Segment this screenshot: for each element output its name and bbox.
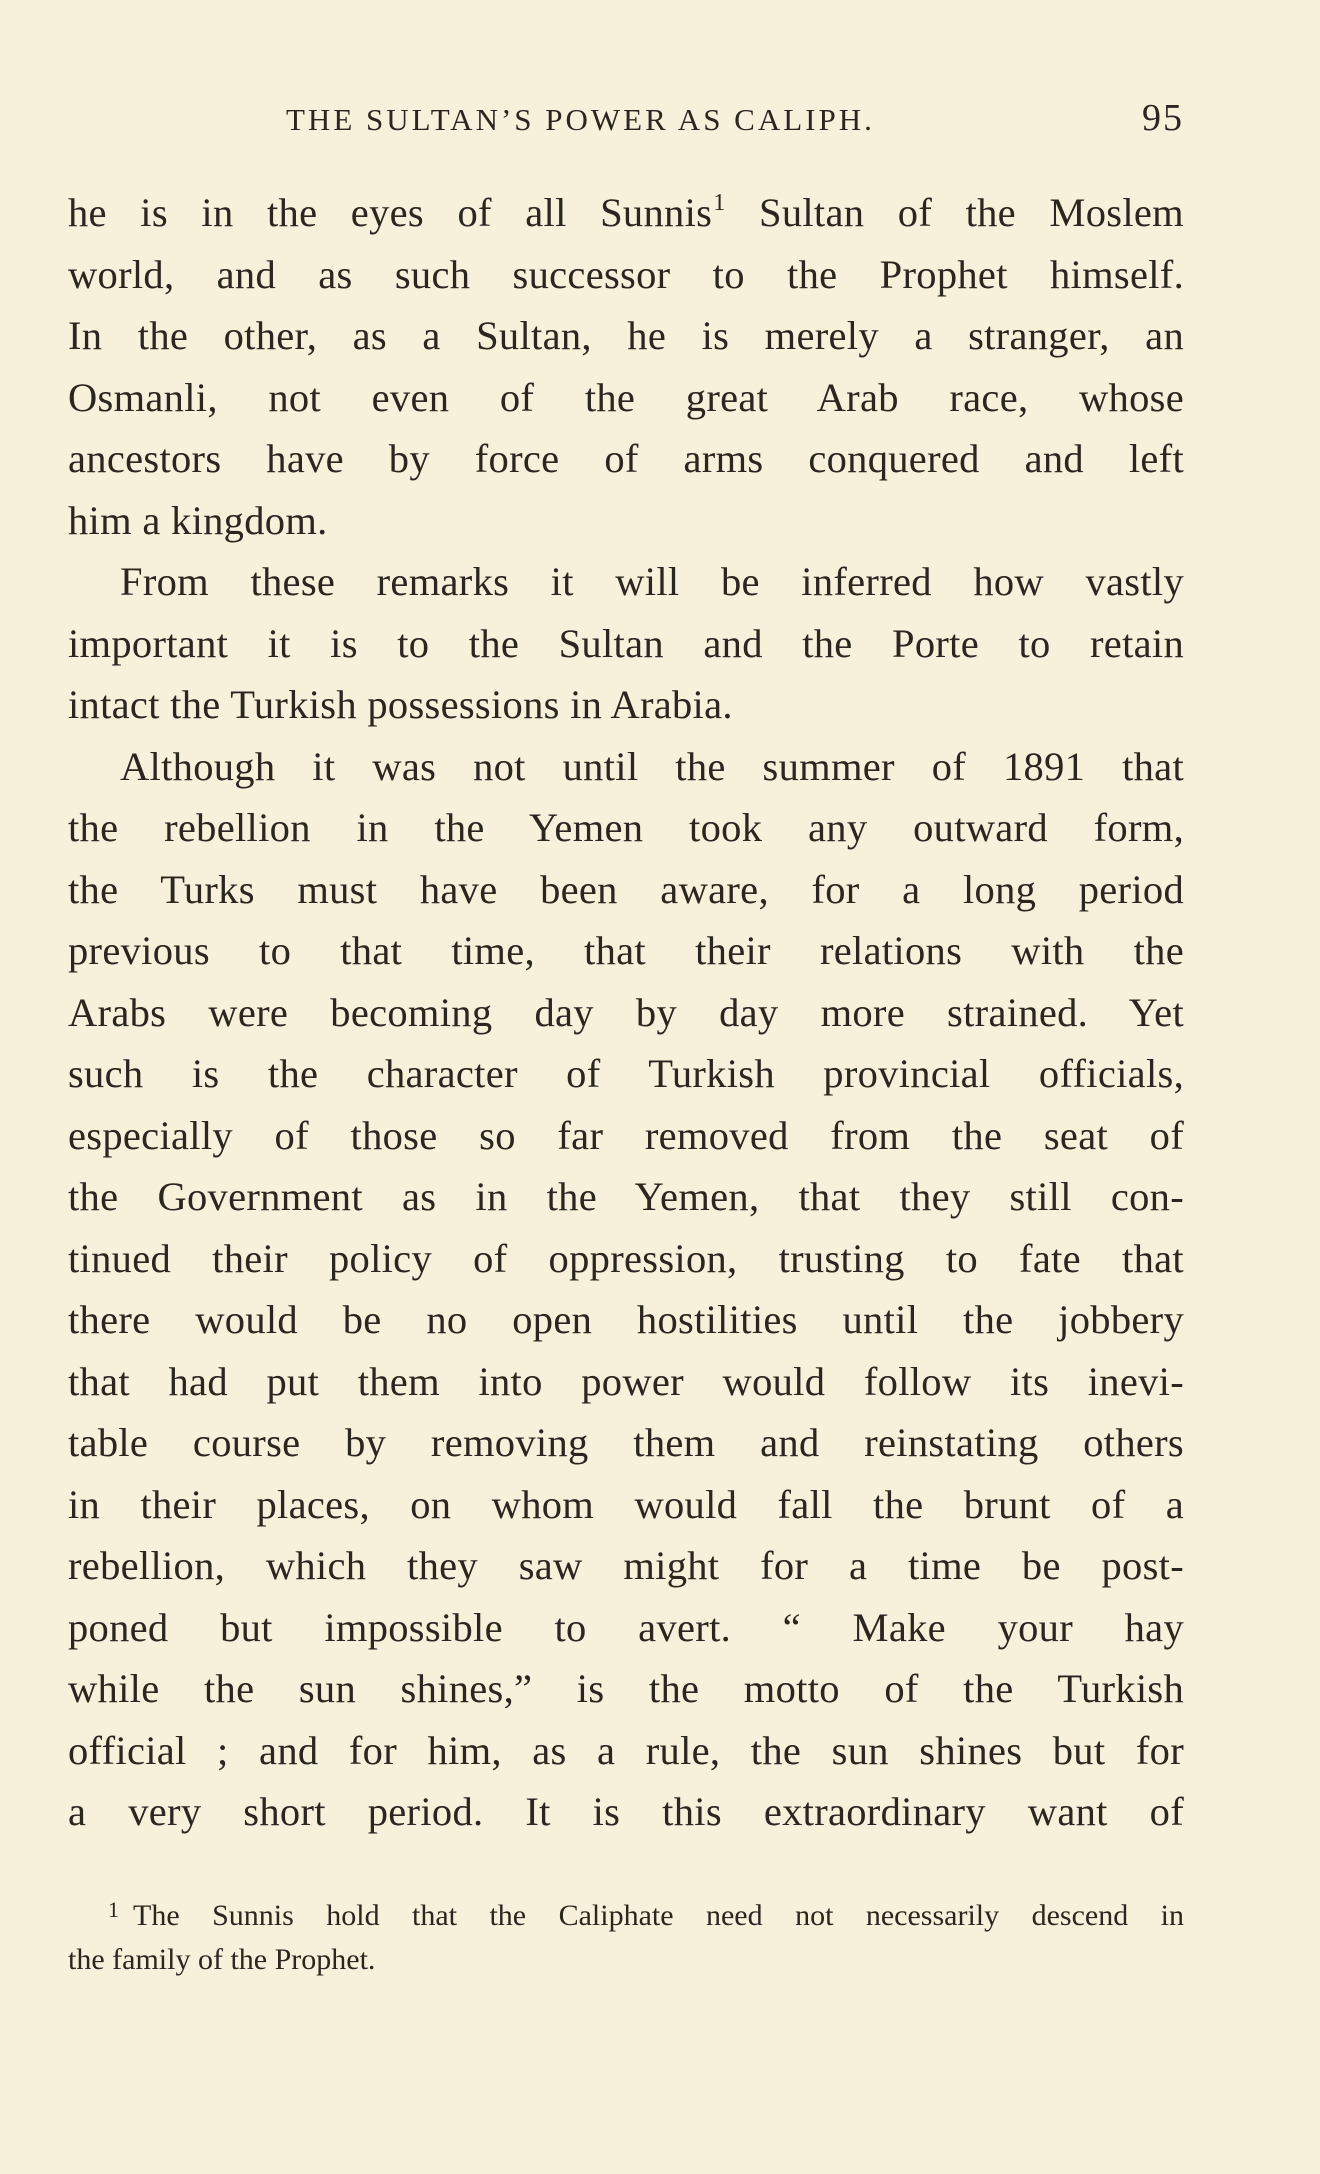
footnote-reference: 1 — [713, 190, 726, 216]
running-title: THE SULTAN’S POWER AS CALIPH. — [286, 102, 875, 137]
text-line: world, and as such successor to the Prophet himself. — [68, 251, 1184, 297]
text-line: From these remarks it will be inferred how vastly — [120, 559, 1184, 604]
text-line: while the sun shines,” is the motto of the Turkish — [68, 1666, 1184, 1711]
text-line: important it is to the Sultan and the Porte to retain — [68, 620, 1184, 666]
footnote-mark: 1 — [108, 1897, 119, 1922]
text-line: official ; and for him, as a rule, the sun shines but for — [68, 1727, 1184, 1773]
text-line: ancestors have by force of arms conquered and left — [68, 436, 1184, 481]
text-line: tinued their policy of oppression, trusting to fate that — [68, 1235, 1184, 1281]
text-line: Arabs were becoming day by day more strained. Yet — [68, 989, 1184, 1035]
text-line: the Turks must have been aware, for a long period — [68, 866, 1184, 912]
paragraph-1 — [68, 182, 1184, 551]
body-text — [68, 182, 1184, 1843]
text-line: in their places, on whom would fall the brunt of a — [68, 1481, 1184, 1527]
page-number: 95 — [1142, 97, 1184, 139]
paragraph-3 — [68, 736, 1184, 1843]
running-head — [68, 96, 1184, 152]
footnote-line: the family of the Prophet. — [68, 1943, 376, 1976]
text-line: him a kingdom. — [68, 497, 328, 543]
text-line: rebellion, which they saw might for a time be post- — [68, 1543, 1184, 1588]
footnote — [68, 1888, 1184, 1982]
text-line: Osmanli, not even of the great Arab race, whose — [68, 374, 1184, 420]
text-line: intact the Turkish possessions in Arabia. — [68, 682, 733, 727]
text-line: a very short period. It is this extraordinary want of — [68, 1789, 1184, 1834]
text-line: such is the character of Turkish provincial officials, — [68, 1051, 1184, 1096]
text-line: the Government as in the Yemen, that they still con- — [68, 1174, 1184, 1219]
footnote-line: $^1$ The Sunnis hold that the Caliphate need not necessarily descend in — [108, 1897, 1184, 1932]
paragraph-2 — [68, 551, 1184, 736]
text-line: Although it was not until the summer of 1891 that — [120, 743, 1184, 789]
text-line: the rebellion in the Yemen took any outward form, — [68, 805, 1184, 850]
text-line: especially of those so far removed from the seat of — [68, 1112, 1184, 1158]
text-line: there would be no open hostilities until the jobbery — [68, 1297, 1184, 1342]
text-line: In the other, as a Sultan, he is merely a stranger, an — [68, 313, 1184, 358]
text-line: table course by removing them and reinstating others — [68, 1420, 1184, 1465]
text-line: he is in the eyes of all Sunnis$^1$ Sultan of the Moslem — [68, 190, 1184, 235]
text-line: poned but impossible to avert. “ Make your hay — [68, 1604, 1184, 1650]
text-line: previous to that time, that their relations with the — [68, 928, 1184, 973]
text-line: that had put them into power would follow its inevi- — [68, 1358, 1184, 1404]
